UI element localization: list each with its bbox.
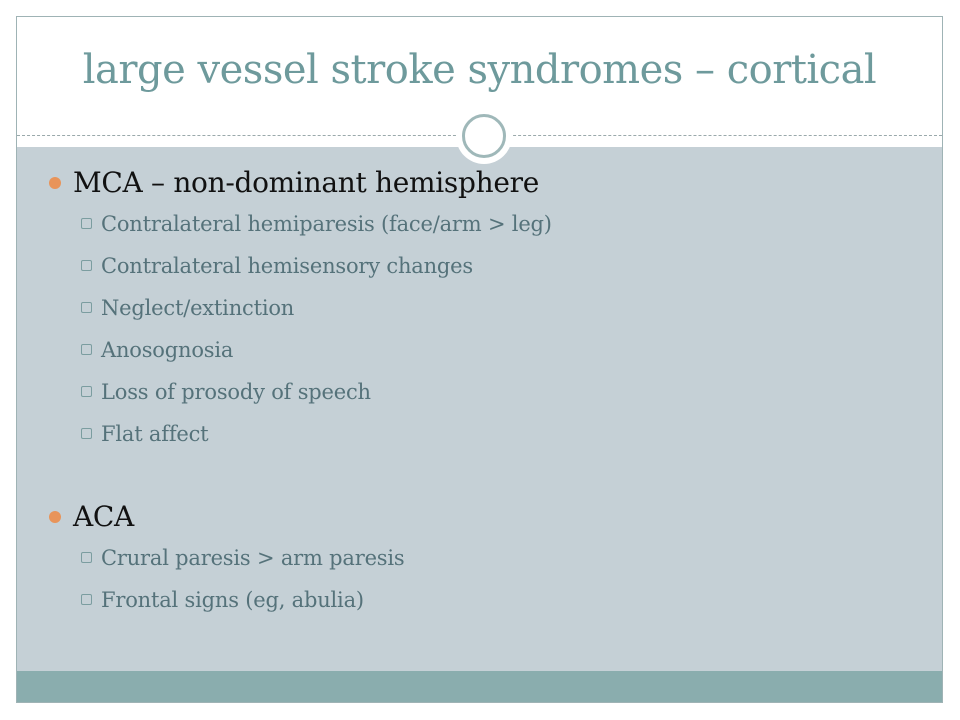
section-heading-mca [47, 163, 907, 203]
list-item [47, 413, 907, 455]
list-item-text: Anosognosia [101, 338, 234, 362]
list-item [47, 329, 907, 371]
section-heading-aca [47, 497, 907, 537]
section-heading-text: MCA – non-dominant hemisphere [73, 166, 539, 199]
list-item-text: Flat affect [101, 422, 209, 446]
orange-dot-icon [49, 177, 61, 189]
list-item-text: Crural paresis > arm paresis [101, 546, 405, 570]
slide-title: large vessel stroke syndromes – cortical [82, 47, 877, 93]
list-item [47, 287, 907, 329]
slide [16, 16, 943, 703]
list-item [47, 203, 907, 245]
list-item-text: Frontal signs (eg, abulia) [101, 588, 364, 612]
ring-ornament-icon [462, 114, 506, 158]
hollow-square-icon [81, 344, 92, 355]
list-item-text: Contralateral hemiparesis (face/arm > leg) [101, 212, 552, 236]
orange-dot-icon [49, 511, 61, 523]
hollow-square-icon [81, 594, 92, 605]
hollow-square-icon [81, 552, 92, 563]
list-item-text: Loss of prosody of speech [101, 380, 371, 404]
section-heading-text: ACA [73, 500, 134, 533]
section-gap [47, 455, 907, 497]
bullet-list [47, 163, 907, 621]
list-item-text: Neglect/extinction [101, 296, 295, 320]
hollow-square-icon [81, 428, 92, 439]
hollow-square-icon [81, 260, 92, 271]
list-item [47, 579, 907, 621]
hollow-square-icon [81, 218, 92, 229]
hollow-square-icon [81, 302, 92, 313]
list-item [47, 537, 907, 579]
list-item [47, 245, 907, 287]
hollow-square-icon [81, 386, 92, 397]
footer-bar [17, 671, 942, 703]
list-item [47, 371, 907, 413]
list-item-text: Contralateral hemisensory changes [101, 254, 473, 278]
